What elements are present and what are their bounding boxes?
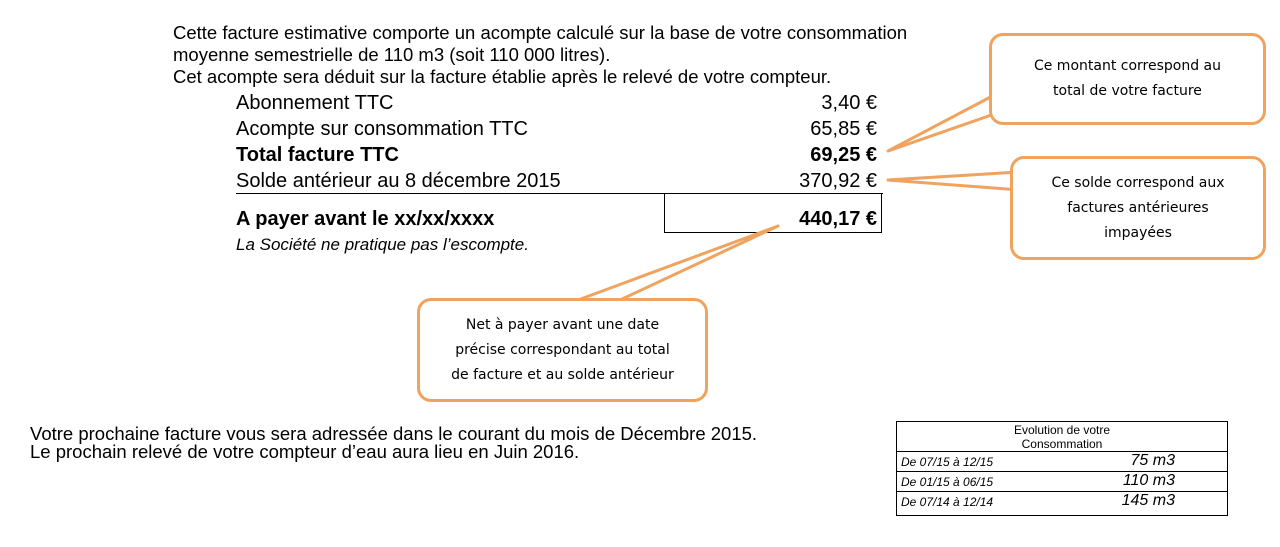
consumption-table	[896, 421, 1228, 516]
row-label: Solde antérieur au 8 décembre 2015	[236, 170, 561, 192]
row-amount: 65,85 €	[810, 118, 877, 140]
intro-line-2: moyenne semestrielle de 110 m3 (soit 110 000 litres).	[173, 44, 611, 65]
row-label: Acompte sur consommation TTC	[236, 118, 528, 140]
consumption-table-header	[897, 422, 1227, 452]
callout-solde-line-2: factures antérieures	[1067, 199, 1209, 216]
volume: 145 m3	[1121, 492, 1175, 509]
row-amount: 69,25 €	[810, 144, 877, 166]
table-row	[897, 472, 1227, 492]
callout-total-line-1: Ce montant correspond au	[1033, 58, 1222, 74]
callout-net	[417, 298, 708, 402]
callout-solde-line-3: impayées	[1104, 224, 1172, 241]
row-label: Total facture TTC	[236, 144, 399, 166]
row-amount: 370,92 €	[799, 170, 877, 192]
callout-net-line-1: Net à payer avant une date	[465, 316, 660, 333]
pay-before-label: A payer avant le xx/xx/xxxx	[236, 208, 495, 230]
footer-text	[30, 425, 757, 461]
callout-total	[989, 33, 1266, 125]
footer-line-2: Le prochain relevé de votre compteur d’eau aura lieu en Juin 2016.	[30, 441, 580, 462]
row-label: Abonnement TTC	[236, 92, 394, 114]
footer-line-1: Votre prochaine facture vous sera adressée dans le courant du mois de Décembre 2015.	[30, 423, 758, 444]
pointer-net	[578, 226, 778, 300]
callout-solde-line-1: Ce solde correspond aux	[1051, 174, 1225, 191]
pointer-solde	[888, 172, 1020, 190]
callout-net-line-2: précise correspondant au total	[455, 341, 670, 358]
intro-line-3: Cet acompte sera déduit sur la facture établie après le relevé de votre compteur.	[173, 66, 832, 87]
intro-line-1: Cette facture estimative comporte un acompte calculé sur la base de votre consommation	[173, 22, 908, 43]
table-title-line-1: Evolution de votre	[1013, 423, 1111, 437]
callout-solde	[1010, 156, 1266, 260]
table-title-line-2: Consommation	[1021, 437, 1103, 451]
period: De 01/15 à 06/15	[901, 475, 994, 489]
callout-total-line-2: total de votre facture	[1053, 83, 1202, 99]
volume: 110 m3	[1122, 472, 1175, 489]
pay-amount: 440,17 €	[799, 208, 877, 230]
callout-net-line-3: de facture et au solde antérieur	[451, 366, 674, 383]
pointer-total	[888, 92, 1000, 151]
period: De 07/15 à 12/15	[901, 455, 994, 469]
volume: 75 m3	[1130, 452, 1175, 469]
discount-note: La Société ne pratique pas l’escompte.	[236, 235, 529, 254]
period: De 07/14 à 12/14	[901, 495, 994, 509]
table-row	[897, 452, 1227, 472]
table-row	[897, 492, 1227, 512]
row-amount: 3,40 €	[821, 92, 877, 114]
